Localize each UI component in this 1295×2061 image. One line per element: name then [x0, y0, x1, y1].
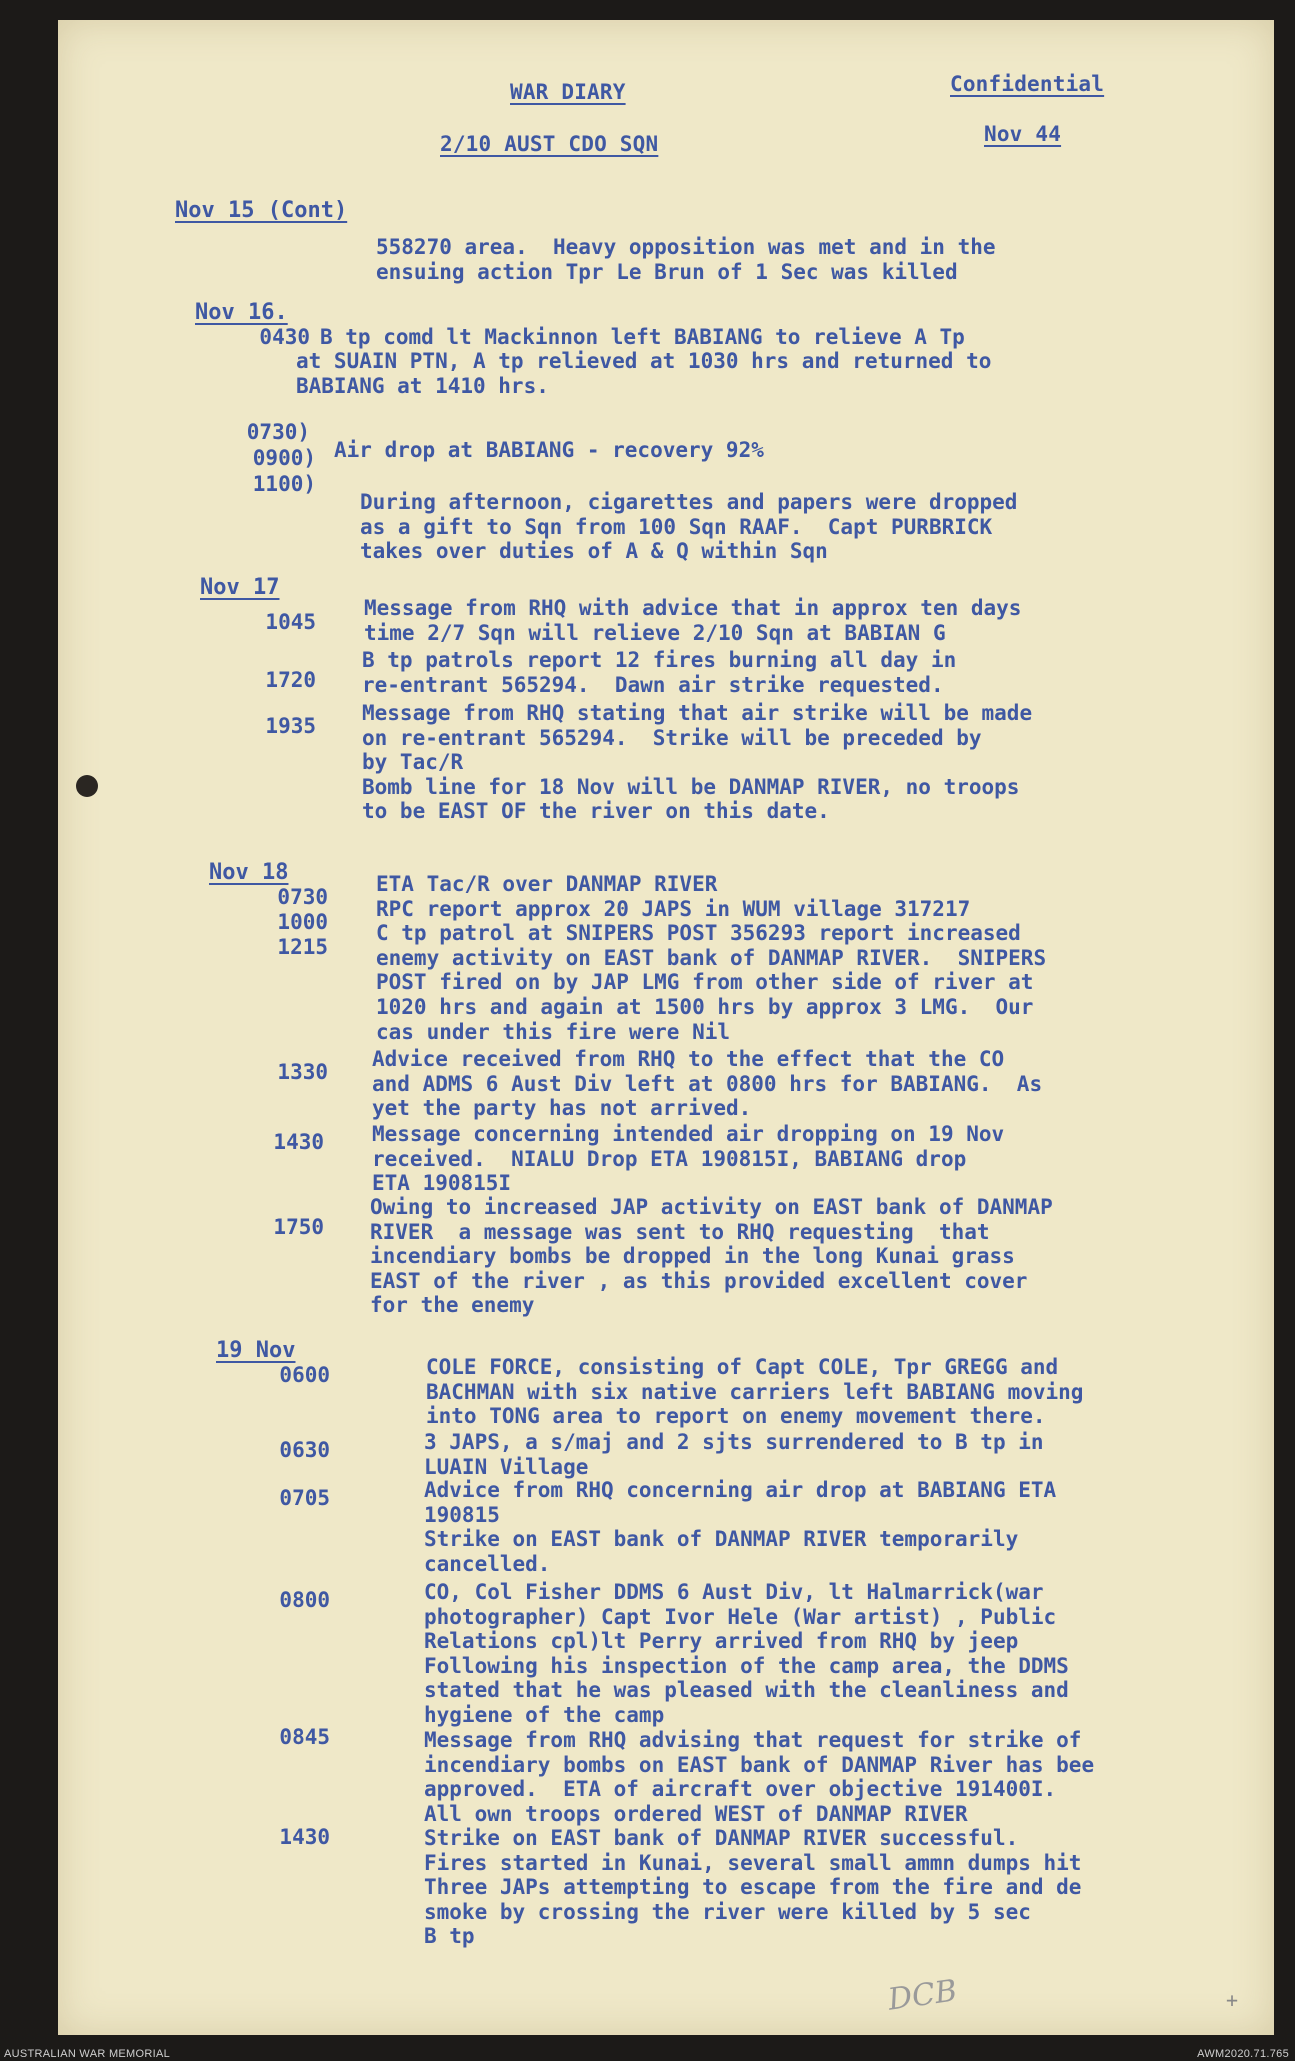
unit-name: 2/10 AUST CDO SQN: [440, 132, 659, 156]
period: Nov 44: [984, 122, 1062, 146]
time-1100: 1100): [252, 472, 316, 496]
time-1750: 1750: [273, 1215, 324, 1239]
entry-1750: Owing to increased JAP activity on EAST bank of DANMAP RIVER a message was sent to RHQ requesting that incendiary bombs be dropped in the long Kunai grass EAST of the river , as this provided excellent cover for the enemy: [370, 1195, 1053, 1318]
date-nov-18: Nov 18: [209, 860, 289, 885]
diary-title: WAR DIARY: [510, 80, 626, 104]
diary-page: [58, 20, 1274, 2035]
entry-1430: Message concerning intended air dropping on 19 Nov received. NIALU Drop ETA 190815I, BABIANG drop ETA 190815I: [372, 1122, 1005, 1196]
pencil-mark: +: [1226, 1988, 1239, 2012]
entry-0845: Message from RHQ advising that request for strike of incendiary bombs on EAST bank of DANMAP River has bee approved. ETA of aircraft over objective 191400I. All own troops ordered WEST of DANMAP RIVER: [424, 1728, 1095, 1826]
entry-1720: B tp patrols report 12 fires burning all day in re-entrant 565294. Dawn air strike requested.: [362, 648, 957, 697]
time-0730b: 0730: [277, 885, 328, 909]
handwritten-initials: DCB: [885, 1973, 960, 2018]
archive-reference: AWM2020.71.765: [1197, 2048, 1289, 2060]
date-nov-15: Nov 15 (Cont): [175, 198, 348, 223]
time-0600: 0600: [279, 1363, 330, 1387]
time-1045: 1045: [265, 610, 316, 634]
archive-credit: AUSTRALIAN WAR MEMORIAL: [4, 2048, 171, 2060]
time-1330: 1330: [277, 1060, 328, 1084]
entry-0705: Advice from RHQ concerning air drop at BABIANG ETA 190815 Strike on EAST bank of DANMAP RIVER temporarily cancelled.: [424, 1478, 1057, 1576]
date-nov-19: 19 Nov: [216, 1338, 296, 1363]
entry-1045: Message from RHQ with advice that in approx ten days time 2/7 Sqn will relieve 2/10 Sqn at BABIAN G: [364, 596, 1022, 645]
time-1720: 1720: [265, 668, 316, 692]
entry-0430: B tp comd lt Mackinnon left BABIANG to relieve A Tp: [320, 325, 965, 349]
entry-1330: Advice received from RHQ to the effect that the CO and ADMS 6 Aust Div left at 0800 hrs for BABIANG. As yet the party has not arrived.: [372, 1047, 1043, 1121]
entry-0900: Air drop at BABIANG - recovery 92%: [334, 438, 764, 462]
time-0845: 0845: [279, 1725, 330, 1749]
time-0430: 0430: [259, 325, 310, 349]
time-0900: 0900): [252, 446, 316, 470]
classification: Confidential: [950, 72, 1105, 96]
entry-0800: CO, Col Fisher DDMS 6 Aust Div, lt Halmarrick(war photographer) Capt Ivor Hele (War artist) , Public Relations cpl)lt Perry arrived from RHQ by jeep Following his inspection of the camp area, the DDMS stated that he was pleased with the cleanliness and hygiene of the camp: [424, 1580, 1069, 1727]
time-0705: 0705: [279, 1486, 330, 1510]
time-1430b: 1430: [279, 1825, 330, 1849]
time-0630: 0630: [279, 1438, 330, 1462]
entry-nov15-text: 558270 area. Heavy opposition was met and in the ensuing action Tpr Le Brun of 1 Sec was killed: [376, 235, 996, 284]
entry-0630: 3 JAPS, a s/maj and 2 sjts surrendered to B tp in LUAIN Village: [424, 1430, 1044, 1479]
date-nov-16: Nov 16.: [195, 300, 288, 325]
entry-1430b: Strike on EAST bank of DANMAP RIVER successful. Fires started in Kunai, several small ammn dumps hit Three JAPs attempting to escape from the fire and de smoke by crossing the river were killed by 5 sec B tp: [424, 1826, 1082, 1949]
punch-hole: [76, 775, 98, 797]
time-1935: 1935: [265, 714, 316, 738]
entry-0600: COLE FORCE, consisting of Capt COLE, Tpr GREGG and BACHMAN with six native carriers left BABIANG moving into TONG area to report on enemy movement there.: [426, 1355, 1084, 1429]
time-1000: 1000: [277, 910, 328, 934]
entry-nov18-block1: ETA Tac/R over DANMAP RIVER RPC report approx 20 JAPS in WUM village 317217 C tp patrol at SNIPERS POST 356293 report increased enemy activity on EAST bank of DANMAP RIVER. SNIPERS POST fired on by JAP LMG from other side of river at 1020 hrs and again at 1500 hrs by approx 3 LMG. Our cas under this fire were Nil: [376, 872, 1047, 1044]
time-1430: 1430: [273, 1130, 324, 1154]
time-0730: 0730): [246, 420, 310, 444]
time-1215: 1215: [277, 935, 328, 959]
date-nov-17: Nov 17: [200, 575, 280, 600]
entry-afternoon: During afternoon, cigarettes and papers were dropped as a gift to Sqn from 100 Sqn RAAF. Capt PURBRICK takes over duties of A & Q within Sqn: [360, 490, 1018, 564]
entry-0430-cont: at SUAIN PTN, A tp relieved at 1030 hrs and returned to BABIANG at 1410 hrs.: [296, 349, 992, 398]
time-0800: 0800: [279, 1588, 330, 1612]
entry-1935: Message from RHQ stating that air strike will be made on re-entrant 565294. Strike will be preceded by by Tac/R Bomb line for 18 Nov will be DANMAP RIVER, no troops to be EAST OF the river on this date.: [362, 701, 1033, 824]
